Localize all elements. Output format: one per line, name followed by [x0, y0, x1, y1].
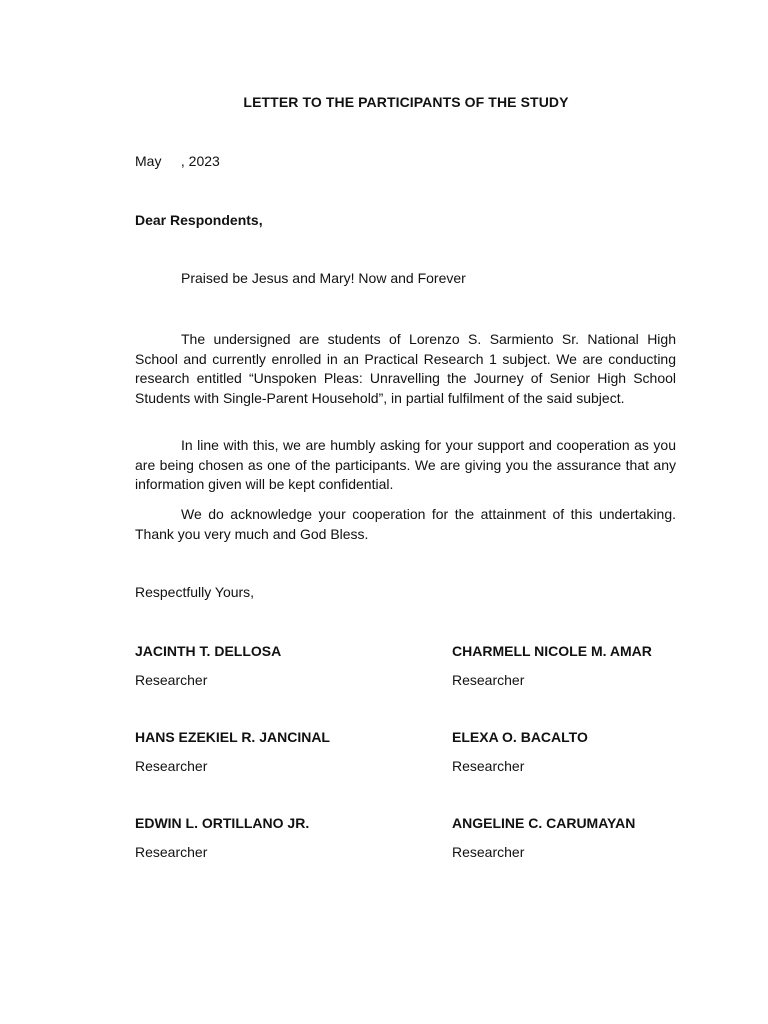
signatory-block: [452, 729, 752, 774]
letter-date: May , 2023: [135, 153, 220, 169]
signatory-name: ANGELINE C. CARUMAYAN: [452, 815, 636, 831]
signatory-block: [135, 815, 435, 860]
signatory-role: Researcher: [135, 758, 208, 774]
signatory-block: [452, 643, 752, 688]
signatory-block: [452, 815, 752, 860]
greeting-line: Praised be Jesus and Mary! Now and Forever: [181, 270, 466, 286]
signatory-role: Researcher: [452, 758, 525, 774]
salutation: Dear Respondents,: [135, 212, 263, 228]
signatory-role: Researcher: [452, 844, 525, 860]
body-paragraph-3: We do acknowledge your cooperation for the attainment of this undertaking. Thank you very much and God Bless.: [135, 506, 676, 542]
signatory-name: EDWIN L. ORTILLANO JR.: [135, 815, 310, 831]
signatory-role: Researcher: [452, 672, 525, 688]
signatory-name: JACINTH T. DELLOSA: [135, 643, 282, 659]
signatory-name: CHARMELL NICOLE M. AMAR: [452, 643, 652, 659]
signatory-name: HANS EZEKIEL R. JANCINAL: [135, 729, 330, 745]
letter-title: LETTER TO THE PARTICIPANTS OF THE STUDY: [243, 94, 569, 110]
signatory-role: Researcher: [135, 672, 208, 688]
signatory-role: Researcher: [135, 844, 208, 860]
closing: Respectfully Yours,: [135, 584, 255, 600]
signatory-block: [135, 643, 435, 688]
body-paragraph-1: The undersigned are students of Lorenzo S. Sarmiento Sr. National High School and currently enrolled in an Practical Research 1 subject. We are conducting research entitled “Unspoken Pleas: Unravelling the Journey of Senior High School Students with Single-Parent Household”, in partial fulfilment of the said subject.: [135, 331, 676, 406]
signatory-name: ELEXA O. BACALTO: [452, 729, 588, 745]
signatory-block: [135, 729, 435, 774]
body-paragraph-2: In line with this, we are humbly asking for your support and cooperation as you are being chosen as one of the participants. We are giving you the assurance that any information given will be kept confidential.: [135, 437, 676, 492]
